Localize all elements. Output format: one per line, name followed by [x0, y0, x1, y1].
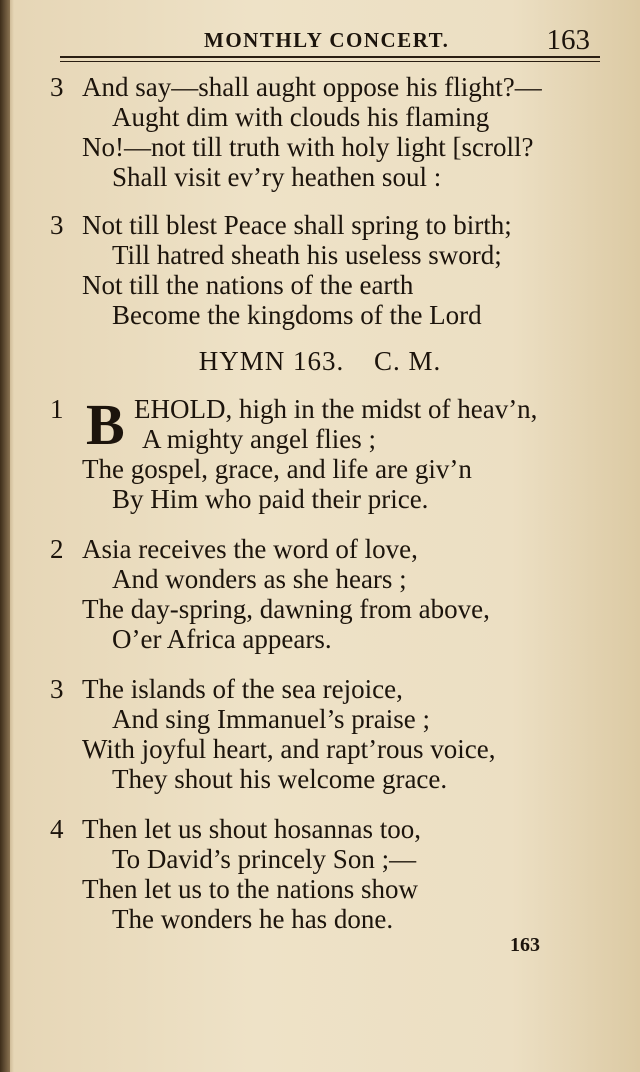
stanza-continued-1: [50, 72, 610, 192]
hymn-stanza-4: [50, 814, 610, 934]
stanza-number: 4: [50, 814, 64, 844]
drop-cap: B: [86, 392, 125, 457]
stanza-line: The wonders he has done.: [112, 904, 394, 934]
stanza-line: Then let us to the nations show: [82, 874, 418, 904]
stanza-line: To David’s princely Son ;—: [112, 844, 417, 874]
stanza-continued-2: [50, 210, 610, 330]
page-number-top: 163: [546, 24, 590, 56]
stanza-line: 2 Asia receives the word of love,: [50, 534, 418, 564]
stanza-line: 3 The islands of the sea rejoice,: [50, 674, 403, 704]
hymn-stanza-1: [50, 394, 610, 514]
stanza-number: 3: [50, 72, 64, 102]
stanza-line: 1 B EHOLD, high in the midst of heav’n,: [50, 392, 538, 457]
stanza-line: By Him who paid their price.: [112, 484, 429, 514]
stanza-line: 4 Then let us shout hosannas too,: [50, 814, 421, 844]
stanza-line: O’er Africa appears.: [112, 624, 332, 654]
running-header: [60, 26, 600, 56]
stanza-line: With joyful heart, and rapt’rous voice,: [82, 734, 496, 764]
stanza-line: Not till the nations of the earth: [82, 270, 414, 300]
stanza-line: Shall visit ev’ry heathen soul :: [112, 162, 442, 192]
stanza-number: 3: [50, 674, 64, 704]
stanza-line: And wonders as she hears ;: [112, 564, 407, 594]
book-spine-shadow: [0, 0, 10, 1072]
stanza-line: The day-spring, dawning from above,: [82, 594, 490, 624]
stanza-line: 3 And say—shall aught oppose his flight?—: [50, 72, 542, 102]
stanza-number: 1: [50, 394, 64, 424]
stanza-line: And sing Immanuel’s praise ;: [112, 704, 430, 734]
page-number-bottom: 163: [510, 934, 540, 956]
hymn-meter: C. M.: [373, 346, 442, 376]
stanza-line: The gospel, grace, and life are giv’n: [82, 454, 472, 484]
stanza-line: Aught dim with clouds his flaming: [112, 102, 490, 132]
hymn-title: [0, 346, 640, 377]
stanza-line: Till hatred sheath his useless sword;: [112, 240, 502, 270]
running-title: MONTHLY CONCERT.: [204, 28, 450, 52]
hymn-stanza-3: [50, 674, 610, 794]
stanza-line: They shout his welcome grace.: [112, 764, 448, 794]
stanza-number: 3: [50, 210, 64, 240]
stanza-line: 3 Not till blest Peace shall spring to birth;: [50, 210, 512, 240]
header-rule: [60, 56, 600, 62]
stanza-line: A mighty angel flies ;: [142, 424, 376, 454]
stanza-line: No!—not till truth with holy light [scroll?: [82, 132, 534, 162]
hymn-number: HYMN 163.: [198, 346, 345, 376]
hymn-stanza-2: [50, 534, 610, 654]
stanza-number: 2: [50, 534, 64, 564]
stanza-line: Become the kingdoms of the Lord: [112, 300, 482, 330]
